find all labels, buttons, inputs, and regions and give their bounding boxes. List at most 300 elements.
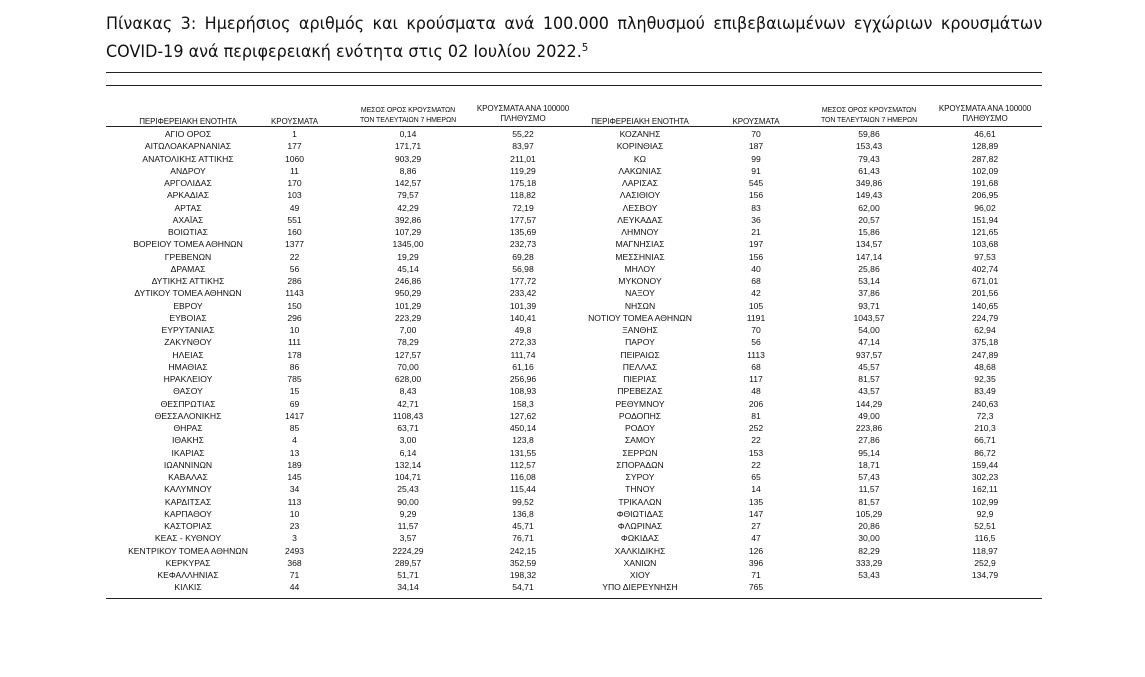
table-cell: 206 <box>748 398 764 409</box>
table-cell: 47 <box>751 533 761 544</box>
table-cell: ΖΑΚΥΝΘΟΥ <box>164 337 212 348</box>
table-cell: 223,86 <box>855 423 883 433</box>
table-cell: ΘΑΣΟΥ <box>173 386 203 397</box>
table-cell: 90,00 <box>397 496 419 507</box>
table-cell: 96,02 <box>974 202 996 213</box>
table-cell: ΜΗΛΟΥ <box>624 263 656 274</box>
header-cases-right: ΚΡΟΥΣΜΑΤΑ <box>732 117 780 126</box>
header-region-right: ΠΕΡΙΦΕΡΕΙΑΚΗ ΕΝΟΤΗΤΑ <box>591 117 689 126</box>
table-cell: ΛΑΚΩΝΙΑΣ <box>618 165 662 176</box>
table-cell: 147,14 <box>855 251 883 262</box>
table-cell: ΣΑΜΟΥ <box>624 435 656 446</box>
table-cell: 53,43 <box>858 570 880 580</box>
table-cell: 76,71 <box>512 533 534 544</box>
table-cell: ΣΥΡΟΥ <box>625 472 655 482</box>
table-cell: ΒΟΡΕΙΟΥ ΤΟΜΕΑ ΑΘΗΝΩΝ <box>133 239 243 250</box>
table-cell: 27 <box>751 521 761 531</box>
table-cell: 68 <box>751 361 761 372</box>
caption-text: Πίνακας 3: Ημερήσιος αριθμός και κρούσματα ανά 100.000 πληθυσμού επιβεβαιωμένων εγχώριων κρουσμάτων COVID-19 ανά περιφερειακή ενότητα στις 02 Ιουλίου 2022. <box>106 14 1043 62</box>
table-cell: 123,8 <box>512 435 534 446</box>
table-cell: 246,86 <box>394 276 422 286</box>
table-cell: 2493 <box>284 545 305 556</box>
table-cell: 150 <box>287 300 302 311</box>
table-cell: 83,49 <box>974 386 996 397</box>
table-cell: ΚΟΖΑΝΗΣ <box>619 129 661 139</box>
table-cell: 63,71 <box>397 423 419 433</box>
table-cell: 3,57 <box>399 533 417 544</box>
table-cell: 66,71 <box>974 435 996 446</box>
table-cell: 69,28 <box>512 251 534 262</box>
footnote-marker: 5 <box>581 41 589 54</box>
table-cell: ΚΕΑΣ - ΚΥΘΝΟΥ <box>154 533 222 544</box>
table-cell: 23 <box>289 521 300 531</box>
table-cell: 103 <box>287 190 302 201</box>
table-cell: ΦΛΩΡΙΝΑΣ <box>617 521 663 531</box>
table-cell: 162,11 <box>972 484 998 495</box>
table-cell: ΧΑΛΚΙΔΙΚΗΣ <box>614 545 666 556</box>
table-cell: 252 <box>748 423 764 433</box>
table-cell: 71 <box>751 570 761 580</box>
table-cell: 210,3 <box>974 423 996 433</box>
table-cell: 349,86 <box>855 178 883 188</box>
table-cell: 198,32 <box>509 570 537 580</box>
table-cell <box>810 581 928 593</box>
table-cell: 153,43 <box>855 141 883 152</box>
table-cell: 102,99 <box>971 496 999 507</box>
table-cell: 144,29 <box>855 398 883 409</box>
table-cell: 18,71 <box>858 459 880 470</box>
table-cell: ΑΡΚΑΔΙΑΣ <box>166 190 210 201</box>
table-cell: 232,73 <box>509 239 537 250</box>
table-cell: 25,86 <box>858 263 880 274</box>
table-cell: 116,5 <box>974 533 996 544</box>
table-cell: 70 <box>751 129 761 139</box>
table-cell: ΛΑΡΙΣΑΣ <box>622 178 658 188</box>
table-cell: ΘΕΣΠΡΩΤΙΑΣ <box>160 398 216 409</box>
table-cell: 6,14 <box>399 447 417 458</box>
table-cell: 233,42 <box>509 288 537 299</box>
table-cell: 81,57 <box>858 496 880 507</box>
table-cell: 937,57 <box>855 349 883 360</box>
table-cell: ΝΑΞΟΥ <box>625 288 655 299</box>
table-cell: 177,57 <box>509 214 537 225</box>
table-cell: 103,68 <box>971 239 999 250</box>
caption-rule <box>106 72 1042 73</box>
header-avg7-left: ΜΕΣΟΣ ΟΡΟΣ ΚΡΟΥΣΜΑΤΩΝ ΤΟΝ ΤΕΛΕΥΤΑΙΩΝ 7 ΗΜΕΡΩΝ <box>359 107 457 124</box>
table-cell: 153 <box>748 447 764 458</box>
table-cell: ΘΗΡΑΣ <box>173 423 203 433</box>
table-cell: 140,65 <box>971 300 999 311</box>
table-cell: 99,52 <box>512 496 534 507</box>
table-cell: 396 <box>748 557 764 568</box>
table-cell: 140,41 <box>509 312 537 323</box>
table-cell: 22 <box>751 459 761 470</box>
table-cell: 46,61 <box>974 129 996 139</box>
table-cell: ΜΑΓΝΗΣΙΑΣ <box>615 239 665 250</box>
table-cell: 128,89 <box>971 141 999 152</box>
table-cell: ΜΕΣΣΗΝΙΑΣ <box>615 251 665 262</box>
table-cell: ΣΠΟΡΑΔΩΝ <box>616 459 664 470</box>
table-cell: 97,53 <box>974 251 996 262</box>
table-cell: 1377 <box>284 239 305 250</box>
table-cell: 56 <box>289 263 300 274</box>
table-bottom-rule <box>106 598 1042 599</box>
table-cell: ΧΑΝΙΩΝ <box>623 557 657 568</box>
table-cell: ΠΙΕΡΙΑΣ <box>623 374 657 384</box>
column-avg7-left <box>348 128 468 594</box>
table-cell: 113 <box>287 496 302 507</box>
header-per100k-left: ΚΡΟΥΣΜΑΤΑ ΑΝΑ 100000 ΠΛΗΘΥΣΜΟ <box>476 104 570 123</box>
table-cell: 0,14 <box>399 129 417 139</box>
table-cell: 145 <box>287 472 302 482</box>
table-cell: 42,29 <box>397 202 419 213</box>
table-cell: 252,9 <box>974 557 996 568</box>
table-cell: 61,16 <box>512 361 534 372</box>
table-cell: 240,63 <box>971 398 999 409</box>
table-cell: 47,14 <box>858 337 880 348</box>
table-cell: ΠΡΕΒΕΖΑΣ <box>617 386 663 397</box>
table-cell: 82,29 <box>858 545 880 556</box>
table-cell: 115,44 <box>510 484 536 495</box>
table-cell: 178 <box>287 349 302 360</box>
table-cell: ΚΕΦΑΛΛΗΝΙΑΣ <box>157 570 219 580</box>
table-cell: 151,94 <box>971 214 999 225</box>
table-cell: ΓΡΕΒΕΝΩΝ <box>164 251 212 262</box>
table-cell: 49,00 <box>858 410 880 421</box>
table-cell: 156 <box>748 190 764 201</box>
table-top-rule <box>106 85 1042 86</box>
table-cell: 177 <box>287 141 302 152</box>
table-cell: 160 <box>287 227 302 237</box>
table-cell: 119,29 <box>510 165 536 176</box>
table-cell: 134,57 <box>855 239 883 250</box>
table-cell: 223,29 <box>394 312 422 323</box>
table-cell: 11,57 <box>858 484 880 495</box>
table-cell: 99 <box>751 153 761 164</box>
table-cell: 149,43 <box>855 190 883 201</box>
table-cell: ΙΘΑΚΗΣ <box>172 435 204 446</box>
table-cell: 42,71 <box>397 398 419 409</box>
table-cell: 9,29 <box>399 508 417 519</box>
table-cell: 45,57 <box>858 361 880 372</box>
table-cell: 628,00 <box>394 374 422 384</box>
table-cell: ΛΕΣΒΟΥ <box>622 202 658 213</box>
table-cell: ΑΙΤΩΛΟΑΚΑΡΝΑΝΙΑΣ <box>144 141 232 152</box>
column-avg7-right <box>810 128 928 594</box>
table-cell: ΚΑΣΤΟΡΙΑΣ <box>164 521 212 531</box>
table-cell: 34,14 <box>397 582 419 593</box>
table-cell: 81,57 <box>858 374 880 384</box>
table-cell: 34 <box>289 484 300 495</box>
table-cell: 69 <box>289 398 300 409</box>
table-cell: 7,00 <box>399 325 417 335</box>
table-cell: 201,56 <box>971 288 999 299</box>
table-cell: 545 <box>748 178 764 188</box>
table-cell: 43,57 <box>858 386 880 397</box>
table-cell: 11,57 <box>397 521 419 531</box>
table-cell: 950,29 <box>394 288 422 299</box>
table-cell: 37,86 <box>858 288 880 299</box>
column-region-right <box>580 128 700 594</box>
table-cell: 65 <box>751 472 761 482</box>
table-cell: 53,14 <box>858 276 880 286</box>
table-cell: 57,43 <box>858 472 880 482</box>
table-cell: 118,97 <box>972 545 998 556</box>
table-cell: ΔΥΤΙΚΟΥ ΤΟΜΕΑ ΑΘΗΝΩΝ <box>134 288 242 299</box>
table-cell: 197 <box>748 239 764 250</box>
table-cell: ΡΟΔΟΠΗΣ <box>618 410 662 421</box>
table-cell: 85 <box>289 423 300 433</box>
column-cases-right <box>725 128 787 594</box>
table-cell: 242,15 <box>509 545 537 556</box>
table-cell: 111 <box>287 337 302 348</box>
table-cell: 59,86 <box>858 129 880 139</box>
table-cell: 45,14 <box>397 263 419 274</box>
table-cell: 19,29 <box>397 251 419 262</box>
table-cell: 287,82 <box>971 153 999 164</box>
table-cell: ΧΙΟΥ <box>629 570 651 580</box>
table-cell: ΚΑΒΑΛΑΣ <box>168 472 208 482</box>
table-cell: 402,74 <box>971 263 999 274</box>
table-cell: 785 <box>287 374 302 384</box>
table-cell: ΚΑΡΠΑΘΟΥ <box>164 508 212 519</box>
table-cell: 118,82 <box>510 190 536 201</box>
table-cell: ΕΥΒΟΙΑΣ <box>169 312 207 323</box>
table-cell: 170 <box>287 178 302 188</box>
table-cell: ΞΑΝΘΗΣ <box>622 325 658 335</box>
table-cell: 117 <box>749 374 763 384</box>
table-cell: 101,29 <box>394 300 422 311</box>
table-cell: 86 <box>289 361 300 372</box>
table-cell: 83,97 <box>512 141 534 152</box>
table-cell: ΕΥΡΥΤΑΝΙΑΣ <box>161 325 215 335</box>
table-cell: 36 <box>751 214 761 225</box>
table-cell: 30,00 <box>858 533 880 544</box>
table-cell: 20,86 <box>858 521 880 531</box>
table-cell: 111,74 <box>510 349 536 360</box>
table-cell: ΚΕΡΚΥΡΑΣ <box>165 557 211 568</box>
table-cell: 79,57 <box>397 190 419 201</box>
table-cell: 551 <box>287 214 302 225</box>
table-cell: ΛΑΣΙΘΙΟΥ <box>619 190 661 201</box>
table-cell: 116,08 <box>510 472 536 482</box>
table-cell: 13 <box>289 447 300 458</box>
table-cell: 72,19 <box>512 202 534 213</box>
table-cell: 68 <box>751 276 761 286</box>
header-per100k-right: ΚΡΟΥΣΜΑΤΑ ΑΝΑ 100000 ΠΛΗΘΥΣΜΟ <box>938 104 1032 123</box>
table-cell: 15 <box>289 386 300 397</box>
table-cell: 211,01 <box>510 153 536 164</box>
table-cell: ΤΗΝΟΥ <box>625 484 655 495</box>
table-cell: 107,29 <box>394 227 422 237</box>
table-cell: 159,44 <box>971 459 999 470</box>
table-cell: 93,71 <box>858 300 880 311</box>
table-cell <box>928 581 1042 593</box>
table-cell: 102,09 <box>971 165 999 176</box>
table-cell: 61,43 <box>858 165 880 176</box>
table-cell: 105,29 <box>855 508 883 519</box>
table-cell: 1043,57 <box>853 312 885 323</box>
table-cell: ΝΗΣΩΝ <box>624 300 656 311</box>
table-cell: ΔΡΑΜΑΣ <box>170 263 206 274</box>
table-cell: ΗΜΑΘΙΑΣ <box>168 361 208 372</box>
table-cell: 104,71 <box>394 472 422 482</box>
column-per100k-left <box>468 128 578 594</box>
table-cell: 25,43 <box>397 484 419 495</box>
table-cell: 27,86 <box>858 435 880 446</box>
header-cases-left: ΚΡΟΥΣΜΑΤΑ <box>270 117 319 126</box>
table-cell: 2224,29 <box>392 545 424 556</box>
table-cell: 368 <box>287 557 302 568</box>
table-cell: ΑΡΓΟΛΙΔΑΣ <box>164 178 212 188</box>
table-cell: 126 <box>748 545 764 556</box>
table-cell: 56 <box>751 337 761 348</box>
table-cell: 14 <box>751 484 761 495</box>
table-cell: ΡΕΘΥΜΝΟΥ <box>615 398 665 409</box>
table-cell: 62,94 <box>974 325 996 335</box>
column-per100k-right <box>928 128 1042 594</box>
table-cell: 302,23 <box>971 472 999 482</box>
table-cell: 134,79 <box>971 570 999 580</box>
table-cell: 1345,00 <box>392 239 424 250</box>
table-cell: 286 <box>287 276 302 286</box>
table-cell: 3,00 <box>399 435 417 446</box>
table-cell: 92,9 <box>976 508 994 519</box>
table-cell: 224,79 <box>971 312 999 323</box>
table-cell: ΚΩ <box>633 153 647 164</box>
table-cell: 78,29 <box>397 337 419 348</box>
table-cell: ΔΥΤΙΚΗΣ ΑΤΤΙΚΗΣ <box>151 276 225 286</box>
table-cell: 83 <box>751 202 761 213</box>
table-cell: 52,51 <box>974 521 996 531</box>
table-cell: 54,00 <box>858 325 880 335</box>
table-cell: ΑΓΙΟ ΟΡΟΣ <box>164 129 212 139</box>
table-cell: 3 <box>292 533 297 544</box>
table-cell: 72,3 <box>976 410 994 421</box>
table-cell: 1060 <box>284 153 305 164</box>
table-cell: ΙΩΑΝΝΙΝΩΝ <box>163 459 213 470</box>
table-cell: 1108,43 <box>392 410 424 421</box>
table-cell: 375,18 <box>971 337 999 348</box>
header-avg7-right: ΜΕΣΟΣ ΟΡΟΣ ΚΡΟΥΣΜΑΤΩΝ ΤΟΝ ΤΕΛΕΥΤΑΙΩΝ 7 ΗΜΕΡΩΝ <box>820 107 918 124</box>
table-cell: 158,3 <box>512 398 534 409</box>
table-cell: 171,71 <box>394 141 422 152</box>
table-cell: 156 <box>748 251 764 262</box>
table-cell: 49,8 <box>514 325 532 335</box>
table-cell: ΠΕΛΛΑΣ <box>622 361 658 372</box>
table-cell: 56,98 <box>512 263 534 274</box>
table-cell: ΚΑΛΥΜΝΟΥ <box>164 484 212 495</box>
table-cell: ΕΒΡΟΥ <box>173 300 203 311</box>
table-cell: 92,35 <box>974 374 996 384</box>
table-cell: 392,86 <box>394 214 422 225</box>
table-cell: 55,22 <box>512 129 534 139</box>
table-cell: 135 <box>748 496 764 507</box>
table-cell: 91 <box>751 165 761 176</box>
table-cell: ΑΧΑΪΑΣ <box>172 214 204 225</box>
table-cell: 296 <box>287 312 302 323</box>
table-cell: 177,72 <box>509 276 537 286</box>
table-cell: 112,57 <box>510 459 536 470</box>
table-cell: 450,14 <box>509 423 537 433</box>
table-cell: 175,18 <box>509 178 537 188</box>
table-cell: 70,00 <box>397 361 419 372</box>
table-cell: 42 <box>751 288 761 299</box>
table-cell: 121,65 <box>971 227 999 237</box>
table-cell: ΡΟΔΟΥ <box>625 423 655 433</box>
table-cell: ΠΑΡΟΥ <box>625 337 655 348</box>
table-cell: 1113 <box>747 349 765 360</box>
table-cell: ΑΝΑΤΟΛΙΚΗΣ ΑΤΤΙΚΗΣ <box>142 153 234 164</box>
table-cell: ΑΝΔΡΟΥ <box>170 165 206 176</box>
table-cell: 1417 <box>284 410 305 421</box>
table-cell: 10 <box>289 508 300 519</box>
table-cell: 135,69 <box>509 227 537 237</box>
table-cell: 22 <box>289 251 300 262</box>
table-cell: 15,86 <box>858 227 880 237</box>
table-cell: 142,57 <box>394 178 422 188</box>
table-cell: 79,43 <box>858 153 880 164</box>
table-cell: 147 <box>748 508 764 519</box>
table-cell: 127,57 <box>394 349 422 360</box>
table-cell: 108,93 <box>509 386 537 397</box>
table-cell: 105 <box>748 300 764 311</box>
table-cell: ΝΟΤΙΟΥ ΤΟΜΕΑ ΑΘΗΝΩΝ <box>588 312 692 323</box>
table-caption <box>106 12 1042 64</box>
table-cell: 22 <box>751 435 761 446</box>
table-cell: 48,68 <box>974 361 996 372</box>
table-cell: ΚΑΡΔΙΤΣΑΣ <box>164 496 212 507</box>
table-cell: 45,71 <box>512 521 534 531</box>
table-cell: ΙΚΑΡΙΑΣ <box>171 447 205 458</box>
table-cell: 189 <box>287 459 302 470</box>
table-cell: 62,00 <box>858 202 880 213</box>
column-region-left <box>110 128 266 594</box>
table-cell: 206,95 <box>971 190 999 201</box>
table-cell: 765 <box>748 582 764 593</box>
table-cell: 20,57 <box>858 214 880 225</box>
table-cell: 352,59 <box>509 557 537 568</box>
table-cell: 903,29 <box>394 153 422 164</box>
table-cell: 11 <box>290 165 299 176</box>
table-cell: ΘΕΣΣΑΛΟΝΙΚΗΣ <box>154 410 222 421</box>
table-cell: ΦΘΙΩΤΙΔΑΣ <box>616 508 664 519</box>
table-cell: ΣΕΡΡΩΝ <box>622 447 658 458</box>
table-cell: ΚΙΛΚΙΣ <box>174 582 202 593</box>
table-cell: ΗΛΕΙΑΣ <box>172 349 204 360</box>
table-cell: ΜΥΚΟΝΟΥ <box>618 276 662 286</box>
table-cell: 101,39 <box>509 300 537 311</box>
table-cell: 8,43 <box>399 386 417 397</box>
table-cell: 272,33 <box>509 337 537 348</box>
table-cell: 86,72 <box>974 447 996 458</box>
table-cell: 1 <box>292 129 297 139</box>
table-cell: ΑΡΤΑΣ <box>174 202 202 213</box>
table-cell: 70 <box>751 325 761 335</box>
table-cell: 51,71 <box>397 570 419 580</box>
table-cell: 81 <box>751 410 761 421</box>
table-cell: ΥΠΟ ΔΙΕΡΕΥΝΗΣΗ <box>602 582 678 593</box>
table-cell: ΠΕΙΡΑΙΩΣ <box>620 349 660 360</box>
table-cell: ΒΟΙΩΤΙΑΣ <box>168 227 208 237</box>
table-cell: ΛΗΜΝΟΥ <box>621 227 659 237</box>
table-cell: 54,71 <box>512 582 534 593</box>
table-cell: 40 <box>751 263 761 274</box>
table-cell: 247,89 <box>971 349 999 360</box>
table-cell: ΛΕΥΚΑΔΑΣ <box>617 214 663 225</box>
column-cases-left <box>266 128 323 594</box>
table-cell: ΚΟΡΙΝΘΙΑΣ <box>616 141 664 152</box>
